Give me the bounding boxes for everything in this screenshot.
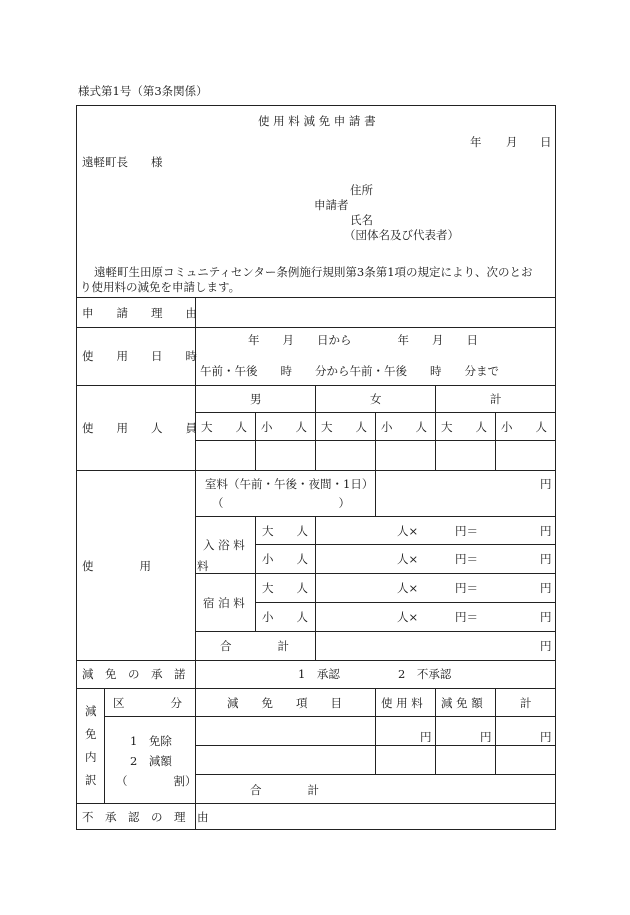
col-fee: 使 用 料 — [381, 696, 423, 710]
room-fee-label: 室料（午前・午後・夜間・1日） — [205, 477, 374, 491]
people-sub-adult: 大 人 — [321, 420, 367, 434]
form-frame — [76, 105, 556, 830]
usage-datetime-label: 使 用 日 時 — [82, 349, 197, 363]
calc-result-yen: 円 — [540, 524, 552, 538]
name-label: 氏名 — [350, 213, 373, 227]
calc-yen: 円＝ — [455, 524, 478, 538]
col-item: 減 免 項 目 — [227, 696, 342, 710]
calc-yen: 円＝ — [455, 581, 478, 595]
reduction-opt-ratio: （ 割） — [116, 774, 197, 788]
bath-fee-label: 入 浴 料 — [203, 538, 245, 552]
col-category: 区 分 — [113, 696, 182, 710]
users-label: 使 用 人 員 — [82, 421, 197, 435]
people-sub-child: 小 人 — [501, 420, 547, 434]
people-sub-child: 小 人 — [261, 420, 307, 434]
reduction-opt-exempt[interactable]: 1 免除 — [130, 734, 172, 748]
datetime-line2: 午前・午後 時 分から午前・午後 時 分まで — [200, 364, 499, 378]
bath-child-label: 小 人 — [262, 552, 308, 566]
fees-total-label: 合 計 — [220, 639, 289, 653]
reduction-total-yen: 円 — [540, 730, 552, 744]
reduction-side-3: 内 — [85, 750, 97, 764]
calc-people: 人× — [397, 610, 419, 624]
people-sub-child: 小 人 — [381, 420, 427, 434]
datetime-line1: 年 月 日から 年 月 日 — [248, 333, 478, 347]
form-title: 使 用 料 減 免 申 請 書 — [258, 114, 376, 128]
disapproval-reason-field[interactable] — [197, 805, 554, 829]
calc-result-yen: 円 — [540, 552, 552, 566]
col-amount: 減 免 額 — [441, 696, 483, 710]
reduction-fee-yen: 円 — [420, 730, 432, 744]
approval-option-approve[interactable]: 1 承認 — [298, 667, 340, 681]
reduction-opt-reduce[interactable]: 2 減額 — [130, 754, 172, 768]
applicant-label: 申請者 — [314, 198, 349, 212]
approval-label: 減 免 の 承 諾 — [82, 667, 186, 681]
body-text-line1: 遠軽町生田原コミュニティセンター条例施行規則第3条第1項の規定により、次のとお — [94, 265, 533, 279]
calc-yen: 円＝ — [455, 552, 478, 566]
calc-result-yen: 円 — [540, 610, 552, 624]
date-month-label: 月 — [506, 135, 518, 149]
reduction-amount-yen: 円 — [480, 730, 492, 744]
stay-fee-label: 宿 泊 料 — [203, 596, 245, 610]
calc-people: 人× — [397, 581, 419, 595]
reduction-total-label: 合 計 — [250, 783, 319, 797]
stay-adult-label: 大 人 — [262, 581, 308, 595]
calc-people: 人× — [397, 552, 419, 566]
fees-total-yen: 円 — [540, 639, 552, 653]
reduction-side-1: 減 — [85, 704, 97, 718]
people-sub-adult: 大 人 — [201, 420, 247, 434]
bath-adult-label: 大 人 — [262, 524, 308, 538]
reduction-side-2: 免 — [85, 727, 97, 741]
people-male-header: 男 — [250, 392, 262, 406]
stay-child-label: 小 人 — [262, 610, 308, 624]
disapproval-reason-label: 不 承 認 の 理 由 — [82, 810, 209, 824]
calc-people: 人× — [397, 524, 419, 538]
reduction-side-4: 訳 — [85, 773, 97, 787]
room-fee-yen: 円 — [540, 477, 552, 491]
people-sub-adult: 大 人 — [441, 420, 487, 434]
col-total: 計 — [520, 696, 532, 710]
people-total-header: 計 — [490, 392, 502, 406]
approval-option-reject[interactable]: 2 不承認 — [398, 667, 452, 681]
reason-label: 申 請 理 由 — [82, 306, 197, 320]
body-text-line2: り使用料の減免を申請します。 — [80, 280, 241, 294]
form-number: 様式第1号（第3条関係） — [78, 84, 208, 98]
calc-yen: 円＝ — [455, 610, 478, 624]
calc-result-yen: 円 — [540, 581, 552, 595]
fees-label: 使 用 料 — [82, 559, 209, 573]
reason-field[interactable] — [197, 299, 554, 326]
group-note: （団体名及び代表者） — [344, 228, 459, 242]
date-day-label: 日 — [540, 135, 552, 149]
date-year-label: 年 — [470, 135, 482, 149]
people-female-header: 女 — [370, 392, 382, 406]
address-label: 住所 — [350, 183, 373, 197]
addressee: 遠軽町長 様 — [82, 155, 163, 169]
room-fee-paren: （ ） — [212, 496, 350, 510]
